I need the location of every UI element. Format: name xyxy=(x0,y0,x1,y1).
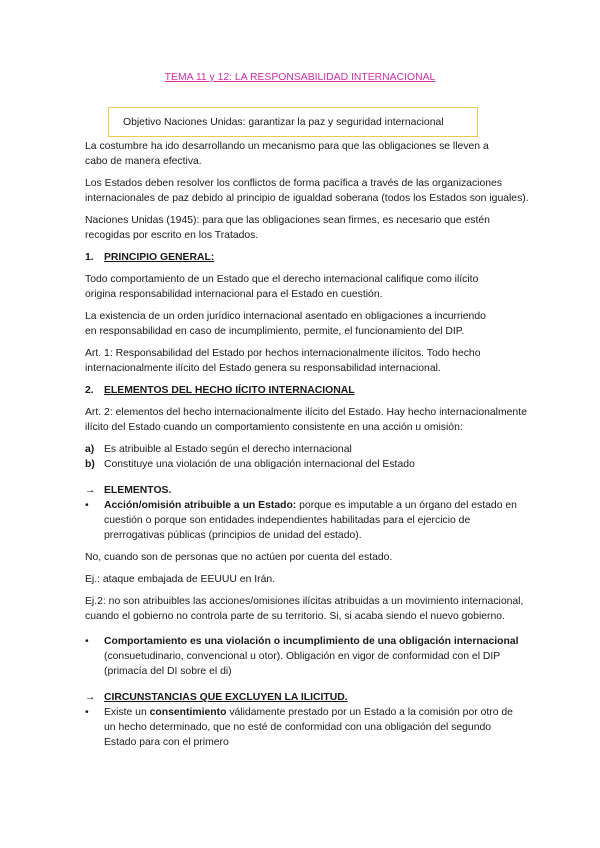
elementos-list xyxy=(85,498,545,543)
list-item xyxy=(85,442,545,457)
list-marker: b) xyxy=(85,459,95,470)
intro-paragraph-1 xyxy=(85,139,545,169)
list-item-content xyxy=(104,705,545,750)
list-item xyxy=(85,498,545,543)
section-title: ELEMENTOS DEL HECHO IÍCITO INTERNACIONAL xyxy=(104,385,355,396)
list-item xyxy=(85,457,545,472)
objective-text: Objetivo Naciones Unidas: garantizar la paz y seguridad internacional xyxy=(123,117,444,128)
text-line: No, cuando son de personas que no actúen por cuenta del estado. xyxy=(85,552,393,563)
list-item-content xyxy=(104,634,545,679)
text-line: (primacía del DI sobre el di) xyxy=(104,666,232,677)
circunstancias-heading xyxy=(85,690,545,705)
bold-text: consentimiento xyxy=(149,707,227,718)
text-line: origina responsabilidad internacional para el Estado en cuestión. xyxy=(85,289,383,300)
text-line: en responsabilidad en caso de incumplimiento, permite, el funcionamiento del DIP. xyxy=(85,326,465,337)
text-line: Ej.: ataque embajada de EEUUU en Irán. xyxy=(85,574,276,585)
list-item xyxy=(85,634,545,679)
elementos-list-2 xyxy=(85,634,545,679)
section-2-heading xyxy=(85,383,545,398)
text-line: Los Estados deben resolver los conflictos de forma pacífica a través de las organizaciones xyxy=(85,178,503,189)
list-item xyxy=(85,705,545,750)
elements-list xyxy=(85,442,545,472)
circunstancias-list xyxy=(85,705,545,750)
text-line: internacionales de paz debido al principio de igualdad soberana (todos los Estados son iguales). xyxy=(85,193,529,204)
text-run: válidamente prestado por un Estado a la comisión por otro de xyxy=(226,707,513,718)
section-number: 2. xyxy=(85,385,94,396)
text-line: internacionalmente ilícito del Estado genera su responsabilidad internacional. xyxy=(85,363,441,374)
bold-text: Acción/omisión atribuible a un Estado: xyxy=(104,500,297,511)
section-1-paragraph-3 xyxy=(85,346,545,376)
bullet-icon: • xyxy=(85,500,89,511)
elementos-heading xyxy=(85,483,545,498)
text-line: Art. 1: Responsabilidad del Estado por hechos internacionalmente ilícitos. Todo hecho xyxy=(85,348,481,359)
intro-paragraph-3 xyxy=(85,213,545,243)
bullet-icon: • xyxy=(85,636,89,647)
elementos-title: ELEMENTOS. xyxy=(104,485,172,496)
text-line: La existencia de un orden jurídico internacional asentado en obligaciones a incurriendo xyxy=(85,311,486,322)
circunstancias-title: CIRCUNSTANCIAS QUE EXCLUYEN LA ILICITUD. xyxy=(104,692,348,703)
paragraph-example-1 xyxy=(85,572,545,587)
section-2-paragraph-1 xyxy=(85,405,545,435)
text-line: prerrogativas públicas (principios de unidad del estado). xyxy=(104,530,362,541)
arrow-right-icon: → xyxy=(85,692,96,703)
text-line: La costumbre ha ido desarrollando un mecanismo para que las obligaciones se lleven a xyxy=(85,141,489,152)
list-item-text: Constituye una violación de una obligación internacional del Estado xyxy=(104,459,415,470)
list-marker: a) xyxy=(85,444,95,455)
arrow-right-icon: → xyxy=(85,485,96,496)
page-title: TEMA 11 y 12: LA RESPONSABILIDAD INTERNACIONAL xyxy=(164,72,436,83)
bold-text: Comportamiento es una violación o incumplimiento de una obligación internacional xyxy=(104,636,519,647)
list-item-text: Es atribuible al Estado según el derecho internacional xyxy=(104,444,352,455)
paragraph-no xyxy=(85,550,545,565)
text-line: recogidas por escrito en los Tratados. xyxy=(85,230,259,241)
text-run: porque es imputable a un órgano del estado en xyxy=(296,500,517,511)
list-item-content xyxy=(104,498,545,543)
text-line: Naciones Unidas (1945): para que las obligaciones sean firmes, es necesario que estén xyxy=(85,215,490,226)
section-1-heading xyxy=(85,250,545,265)
section-number: 1. xyxy=(85,252,94,263)
text-line: Estado para con el primero xyxy=(104,737,229,748)
paragraph-example-2 xyxy=(85,594,545,624)
text-line: Ej.2: no son atribuibles las acciones/omisiones ilícitas atribuidas a un movimiento internacional, xyxy=(85,596,524,607)
text-line: Todo comportamiento de un Estado que el derecho internacional califique como ilícito xyxy=(85,274,479,285)
text-line: cuando el gobierno no controla parte de su territorio. Si, si acaba siendo el nuevo gobierno. xyxy=(85,611,505,622)
text-line: (consuetudinario, convencional u otor). Obligación en vigor de conformidad con el DIP xyxy=(104,651,501,662)
text-line: Art. 2: elementos del hecho internacionalmente ilícito del Estado. Hay hecho internacionalmente xyxy=(85,407,527,418)
text-run: Existe un xyxy=(104,707,150,718)
intro-paragraph-2 xyxy=(85,176,545,206)
section-title: PRINCIPIO GENERAL: xyxy=(104,252,215,263)
section-1-paragraph-2 xyxy=(85,309,545,339)
text-line: cuestión o porque son entidades independientes habilitadas para el ejercicio de xyxy=(104,515,471,526)
text-line: ilícito del Estado cuando un comportamiento consistente en una acción u omisión: xyxy=(85,422,463,433)
text-line: un hecho determinado, que no esté de conformidad con una obligación del segundo xyxy=(104,722,492,733)
document-body xyxy=(85,139,545,757)
text-line: cabo de manera efectiva. xyxy=(85,156,202,167)
bullet-icon: • xyxy=(85,707,89,718)
objective-box xyxy=(108,107,478,137)
section-1-paragraph-1 xyxy=(85,272,545,302)
